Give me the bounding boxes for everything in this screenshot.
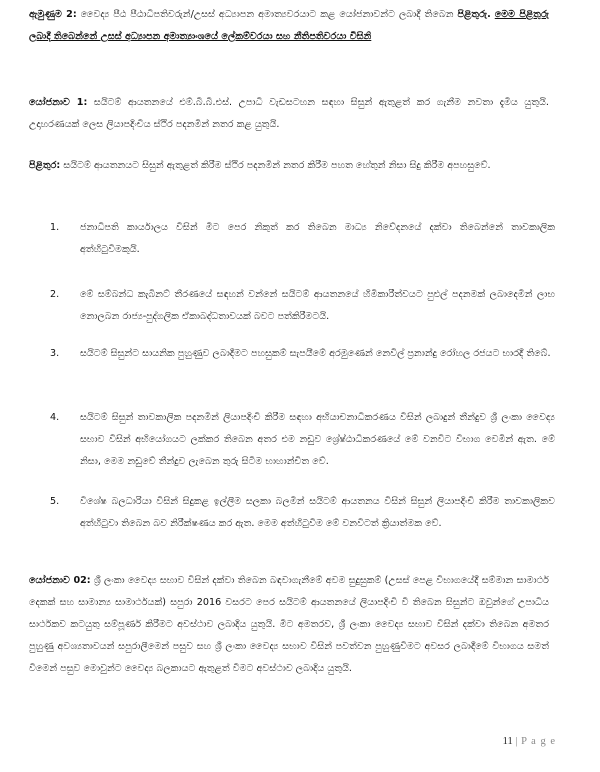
proposal-1 <box>29 92 549 136</box>
list-item-number: 2. <box>50 289 60 300</box>
list-item-number: 3. <box>50 348 60 359</box>
proposal-2-label: යෝජනාව 02: <box>29 575 91 586</box>
list-item <box>50 284 555 328</box>
annex-label: ඇමුණුම 2: <box>29 9 77 20</box>
reply-1-text: සයිටම් ආයතනයට සිසුන් ඇතුළත් කිරීම ස්ථිර පදනමින් නතර කිරීම පහත හේතුන් නිසා සිදු කිරීම අපහසුවේ. <box>63 160 491 171</box>
list-item-text: ජනාධිපති කාර්යාලය විසින් මීට පෙර නිකුත් කර තිබෙන මාධ්‍ය නිවේදනයේ දක්වා තිබෙන්නේ තාවකාලික අත්හිටුවීමකුයි. <box>80 222 555 255</box>
list-item <box>50 491 555 535</box>
list-item <box>50 407 555 473</box>
list-item-text: සයිටම් සිසුන් තාවකාලික පදනමින් ලියාපදිංචි කිරීම සඳහා අභියාචනාධිකරණය විසින් ලබාදුන් තීන්දුව ශ්‍රී ලංකා වෛද්‍ය සභාව විසින් අභියෝගයට ලක්කර තිබෙන අතර එම නඩුව ශ්‍රේෂ්ඨාධිකරණයේ මේ වනවිට විභාග වෙමින් ඇත. මේ නිසා, මෙම නඩුවේ තීන්දුව ලැබෙන තුරු සිටීම භාහාන්චිත වේ. <box>80 412 555 467</box>
page-number: 11 <box>502 736 513 747</box>
proposal-1-text: සයිටම් ආයතනයේ එම්.බී.බී.එස්. උපාධි වැඩසටහන සඳහා සිසුන් ඇතුළත් කර ගැනීම නවතා දැමිය යුතුයි. උදාහරණයක් ලෙස ලියාපදිංචිය ස්ථිර පදනමින් නතර කළ යුතුයි. <box>29 97 549 130</box>
list-item <box>50 343 555 365</box>
list-item-text: මේ සම්බන්ධ කැබිනට් තීරණයේ සඳහන් වන්නේ සයිටම් ආයතනයේ හිමිකාරීත්වයට පුළුල් පදනමක් ලබාදෙමින් ලාභ නොලබන රාජ්‍ය-පුද්ගලික ඒකාබද්ධතාවයක් බවට පත්කිරීමටයි. <box>80 289 555 322</box>
list-item-text: සයිටම් සිසුන්ට සායනික පුහුණුව ලබාදීමට පහසුකම් සැපයීමේ අරමුණෙන් නෙවිල් ප්‍රනාන්දු රෝහල රජයට භාරදී තිබේ. <box>80 348 551 359</box>
list-item <box>50 217 555 261</box>
list-item-number: 4. <box>50 412 60 423</box>
page-footer <box>503 736 556 747</box>
annex-reply-label: පිළිතුරු. <box>457 9 491 20</box>
list-item-text: විශේෂ බලධාරියා විසින් සිදුකළ ඉල්ලීම සලකා බලමින් සයිටම් ආයතනය විසින් සිසුන් ලියාපදිංචි කිරීම තාවකාලිකව අත්හිටුවා තිබෙන බව නිරීක්ෂණය කර ඇත. මෙම අත්හිටුවීම මේ වනවිටත් ක්‍රියාත්මක වේ. <box>80 496 555 529</box>
page-word: P a g e <box>521 736 556 747</box>
annex-intro: වෛද්‍ය පීඨ පීඨාධිපතිවරුන්/උසස් අධ්‍යාපන අමාත්‍යවරයාට කළ යෝජනාවන්ට ලබාදී තිබෙන <box>80 9 454 20</box>
annex-header <box>29 4 549 48</box>
proposal-2 <box>29 570 549 680</box>
reply-1 <box>29 155 549 177</box>
list-item-number: 5. <box>50 496 60 507</box>
annex-reply-note: මෙම පිළිතුරු ලබාදී තිබෙන්නේ උසස් අධ්‍යාපන අමාත්‍යාංශයේ ලේකම්වරයා සහ නීතිපතිවරයා විසිනි <box>29 9 549 42</box>
list-item-number: 1. <box>50 222 60 233</box>
proposal-2-text: ශ්‍රී ලංකා වෛද්‍ය සභාව විසින් දක්වා තිබෙන බඳවාගැනීමේ අවම සුදුසුකම් (උසස් පෙළ විභාගයේදී සම්මාන සාමාර්ථ දෙකක් සහ සාමාන්‍ය සාමාර්ථයක්) සපුරා 2016 වසරට පෙර සයිටම් ආයතනයේ ලියාපදිංචි වී තිබෙන සිසුන්ට ඔවුන්ගේ උපාධිය සාර්ථකව කටයුතු සම්පූර්ණ කිරීමට අවස්ථාව ලබාදිය යුතුයි. මීට අමතරව, ශ්‍රී ලංකා වෛද්‍ය සභාව විසින් දක්වා තිබෙන අමතර පුහුණු අවශ්‍යතාවයන් සපුරාලීමෙන් පසුව සහ ශ්‍රී ලංකා වෛද්‍ය සභාව විසින් පවත්වන පුහුණුවීමට අවසර ලබාදීමේ විභාගය සමත් වීමෙන් පසුව මොවුන්ට වෛද්‍ය බලකායට ඇතුළත් වීමට අවස්ථාව ලබාදිය යුතුයි. <box>29 575 549 674</box>
proposal-1-label: යෝජනාව 1: <box>29 97 88 108</box>
footer-separator: | <box>515 736 519 747</box>
reply-1-label: පිළිතුර: <box>29 160 61 171</box>
